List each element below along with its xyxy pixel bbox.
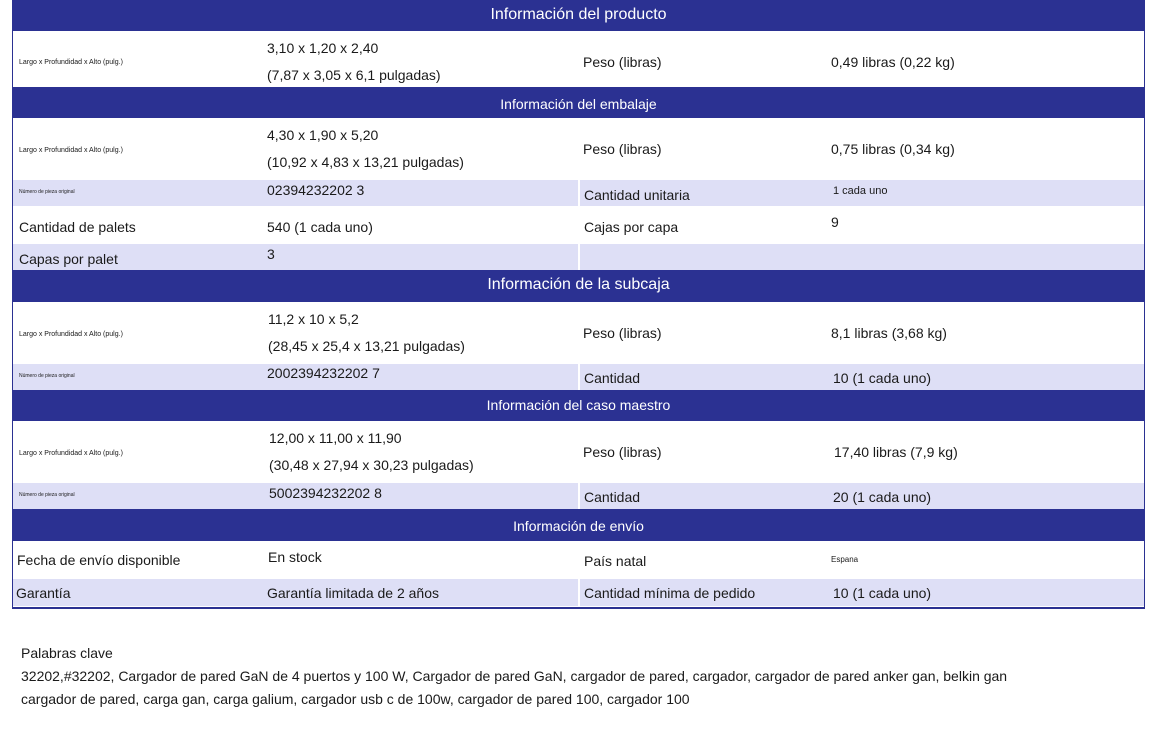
- packaging-weight-label: Peso (libras): [583, 141, 662, 157]
- shipping-warranty-row: [13, 579, 1144, 606]
- product-dimensions-row: [13, 31, 1144, 87]
- section-header-shipping: Información de envío: [13, 509, 1144, 541]
- subbox-weight-value: 8,1 libras (3,68 kg): [831, 325, 947, 341]
- row-divider: [578, 244, 580, 270]
- ship-date-label: Fecha de envío disponible: [17, 552, 181, 568]
- subbox-part-label: Número de pieza original: [19, 373, 75, 379]
- warranty-label: Garantía: [16, 585, 71, 601]
- shipping-date-row: [13, 541, 1144, 577]
- packaging-dimensions-row: [13, 118, 1144, 178]
- boxes-per-layer-value: 9: [831, 214, 839, 230]
- master-dims-line2: (30,48 x 27,94 x 30,23 pulgadas): [269, 457, 474, 473]
- packaging-part-label: Número de pieza original: [19, 189, 75, 195]
- section-header-subbox: Información de la subcaja: [13, 270, 1144, 302]
- pallet-qty-value: 540 (1 cada uno): [267, 219, 373, 235]
- subbox-dims-line1: 11,2 x 10 x 5,2: [268, 311, 359, 327]
- subbox-qty-value: 10 (1 cada uno): [833, 370, 932, 386]
- subbox-dimensions-row: [13, 302, 1144, 362]
- master-weight-value: 17,40 libras (7,9 kg): [834, 444, 958, 460]
- keywords-block: [21, 642, 1141, 711]
- product-dims-label: Largo x Profundidad x Alto (pulg.): [19, 59, 123, 66]
- packaging-layers-row: [13, 244, 1144, 270]
- master-dimensions-row: [13, 421, 1144, 481]
- subbox-qty-label: Cantidad: [584, 370, 641, 386]
- master-qty-label: Cantidad: [584, 489, 641, 505]
- master-dims-label: Largo x Profundidad x Alto (pulg.): [19, 450, 123, 457]
- packaging-dims-label: Largo x Profundidad x Alto (pulg.): [19, 147, 123, 154]
- subbox-part-row: [13, 364, 1144, 390]
- product-dims-line2: (7,87 x 3,05 x 6,1 pulgadas): [267, 67, 441, 83]
- master-part-row: [13, 483, 1144, 509]
- keywords-title: Palabras clave: [21, 645, 113, 661]
- master-weight-label: Peso (libras): [583, 444, 662, 460]
- packaging-weight-value: 0,75 libras (0,34 kg): [831, 141, 955, 157]
- country-label: País natal: [584, 553, 647, 569]
- product-dims-line1: 3,10 x 1,20 x 2,40: [267, 40, 379, 56]
- master-part-label: Número de pieza original: [19, 492, 75, 498]
- subbox-dims-label: Largo x Profundidad x Alto (pulg.): [19, 331, 123, 338]
- packaging-part-row: [13, 180, 1144, 206]
- spec-table: [12, 0, 1145, 609]
- subbox-dims-line2: (28,45 x 25,4 x 13,21 pulgadas): [268, 338, 465, 354]
- product-weight-value: 0,49 libras (0,22 kg): [831, 54, 955, 70]
- keywords-line-2: cargador de pared, carga gan, carga galium, cargador usb c de 100w, cargador de pared 100, cargador 100: [21, 691, 690, 707]
- packaging-pallet-row: [13, 206, 1144, 242]
- layers-per-pallet-label: Capas por palet: [19, 251, 118, 267]
- row-divider: [578, 364, 580, 390]
- packaging-unit-qty-label: Cantidad unitaria: [584, 187, 690, 203]
- country-value: Espana: [831, 555, 859, 564]
- ship-date-value: En stock: [268, 549, 322, 565]
- master-dims-line1: 12,00 x 11,00 x 11,90: [269, 430, 402, 446]
- row-divider: [578, 180, 580, 206]
- master-qty-value: 20 (1 cada uno): [833, 489, 932, 505]
- boxes-per-layer-label: Cajas por capa: [584, 219, 679, 235]
- section-header-master: Información del caso maestro: [13, 390, 1144, 421]
- packaging-part-value: 02394232202 3: [267, 182, 365, 198]
- master-part-value: 5002394232202 8: [269, 485, 382, 501]
- packaging-unit-qty-value: 1 cada uno: [833, 185, 888, 197]
- moq-label: Cantidad mínima de pedido: [584, 585, 756, 601]
- layers-per-pallet-value: 3: [267, 246, 275, 262]
- pallet-qty-label: Cantidad de palets: [19, 219, 136, 235]
- section-header-product: Información del producto: [13, 0, 1144, 31]
- subbox-part-value: 2002394232202 7: [267, 365, 380, 381]
- row-divider: [578, 579, 580, 606]
- row-divider: [578, 483, 580, 509]
- warranty-value: Garantía limitada de 2 años: [267, 585, 439, 601]
- moq-value: 10 (1 cada uno): [833, 585, 932, 601]
- packaging-dims-line2: (10,92 x 4,83 x 13,21 pulgadas): [267, 154, 464, 170]
- section-header-packaging: Información del embalaje: [13, 87, 1144, 118]
- product-weight-label: Peso (libras): [583, 54, 662, 70]
- packaging-dims-line1: 4,30 x 1,90 x 5,20: [267, 127, 379, 143]
- subbox-weight-label: Peso (libras): [583, 325, 662, 341]
- keywords-line-1: 32202,#32202, Cargador de pared GaN de 4 puertos y 100 W, Cargador de pared GaN, cargador de pared, cargador, cargador de pared anker gan, belkin gan: [21, 668, 1008, 684]
